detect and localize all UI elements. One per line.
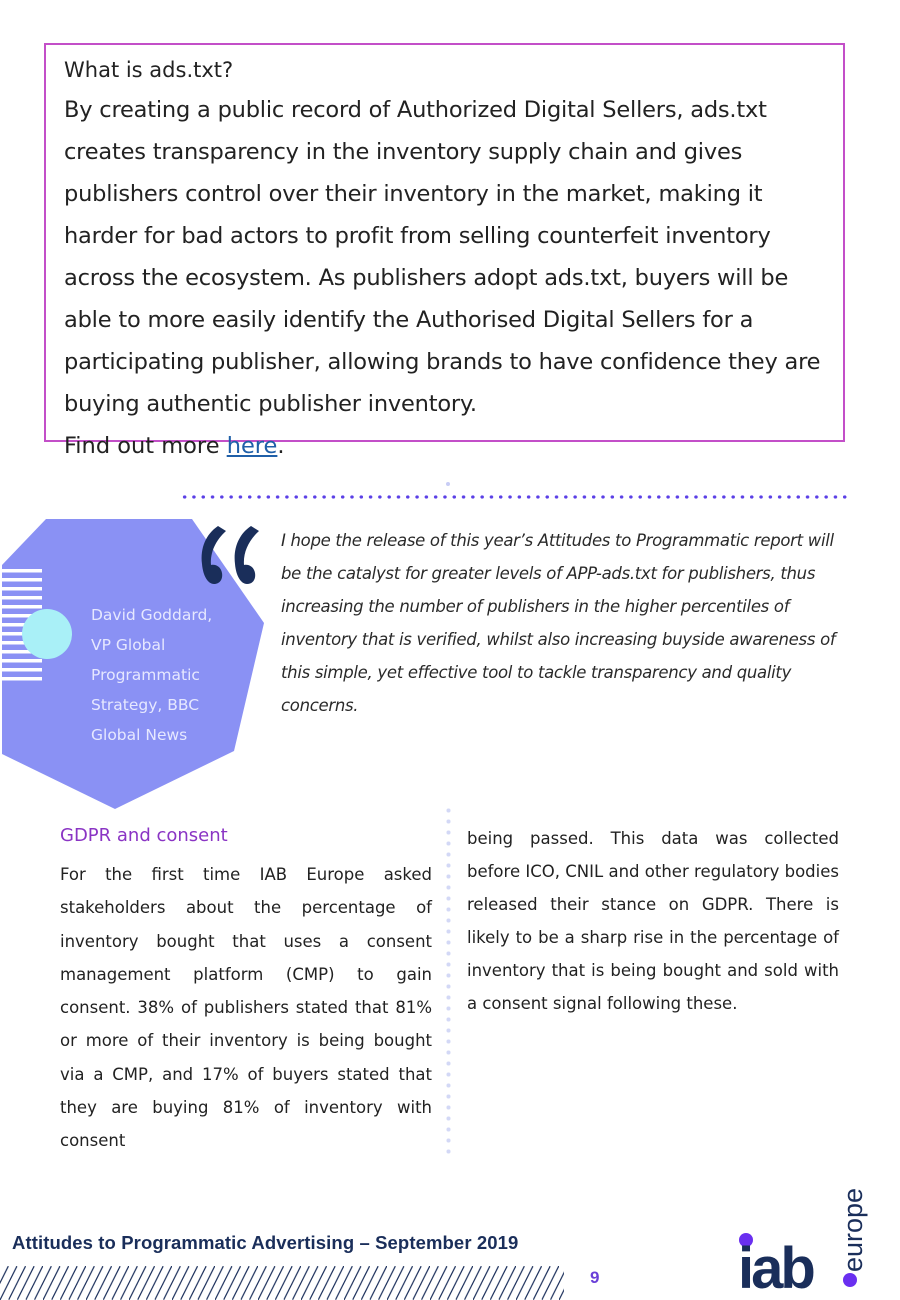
footer-stripes <box>0 1266 564 1300</box>
footer-title: Attitudes to Programmatic Advertising – September 2019 <box>12 1232 519 1253</box>
section-title: GDPR and consent <box>60 825 228 846</box>
divider-dot <box>446 482 450 486</box>
find-out-more-prefix: Find out more <box>64 433 227 459</box>
left-column-text: For the first time IAB Europe asked stakeholders about the percentage of inventory bought that uses a consent management platform (CMP) to gain consent. 38% of publishers stated that 81% or more of their inventory is being bought via a CMP, and 17% of buyers stated that they are buying 81% of inventory with consent <box>60 865 432 1151</box>
info-box-body: By creating a public record of Authorized Digital Sellers, ads.txt creates transparency in the inventory supply chain and gives publishers control over their inventory in the market, making it harder for bad actors to profit from selling counterfeit inventory across the ecosystem. As publishers adopt ads.txt, buyers will be able to more easily identify the Authorised Digital Sellers for a participating publisher, allowing brands to have confidence they are buying authentic publisher inventory. <box>64 97 821 417</box>
info-box-title: What is ads.txt? <box>64 58 234 82</box>
info-box <box>44 43 845 459</box>
quote-attribution: David Goddard, VP Global Programmatic Strategy, BBC Global News <box>91 606 213 744</box>
logo-wordmark: iab <box>738 1236 813 1292</box>
page-number: 9 <box>590 1268 600 1287</box>
iab-europe-logo <box>734 1180 868 1292</box>
dotted-divider-vertical <box>446 805 451 1155</box>
dotted-divider-horizontal <box>180 495 848 499</box>
quote-mark-icon <box>196 520 262 590</box>
right-column-text: being passed. This data was collected before ICO, CNIL and other regulatory bodies released their stance on GDPR. There is likely to be a sharp rise in the percentage of inventory that is being bought and sold with a consent signal following these. <box>467 829 839 1013</box>
here-link[interactable]: here <box>226 433 278 459</box>
logo-subtext: europe <box>838 1187 868 1272</box>
quote-text: I hope the release of this year’s Attitudes to Programmatic report will be the catalyst for greater levels of APP-ads.txt for publishers, thus increasing the number of publishers in the higher percentiles of inventory that is verified, whilst also increasing buyside awareness of this simple, yet effective tool to tackle transparency and quality concerns. <box>281 531 836 715</box>
find-out-more-suffix: . <box>277 433 285 459</box>
find-out-more <box>64 425 833 467</box>
